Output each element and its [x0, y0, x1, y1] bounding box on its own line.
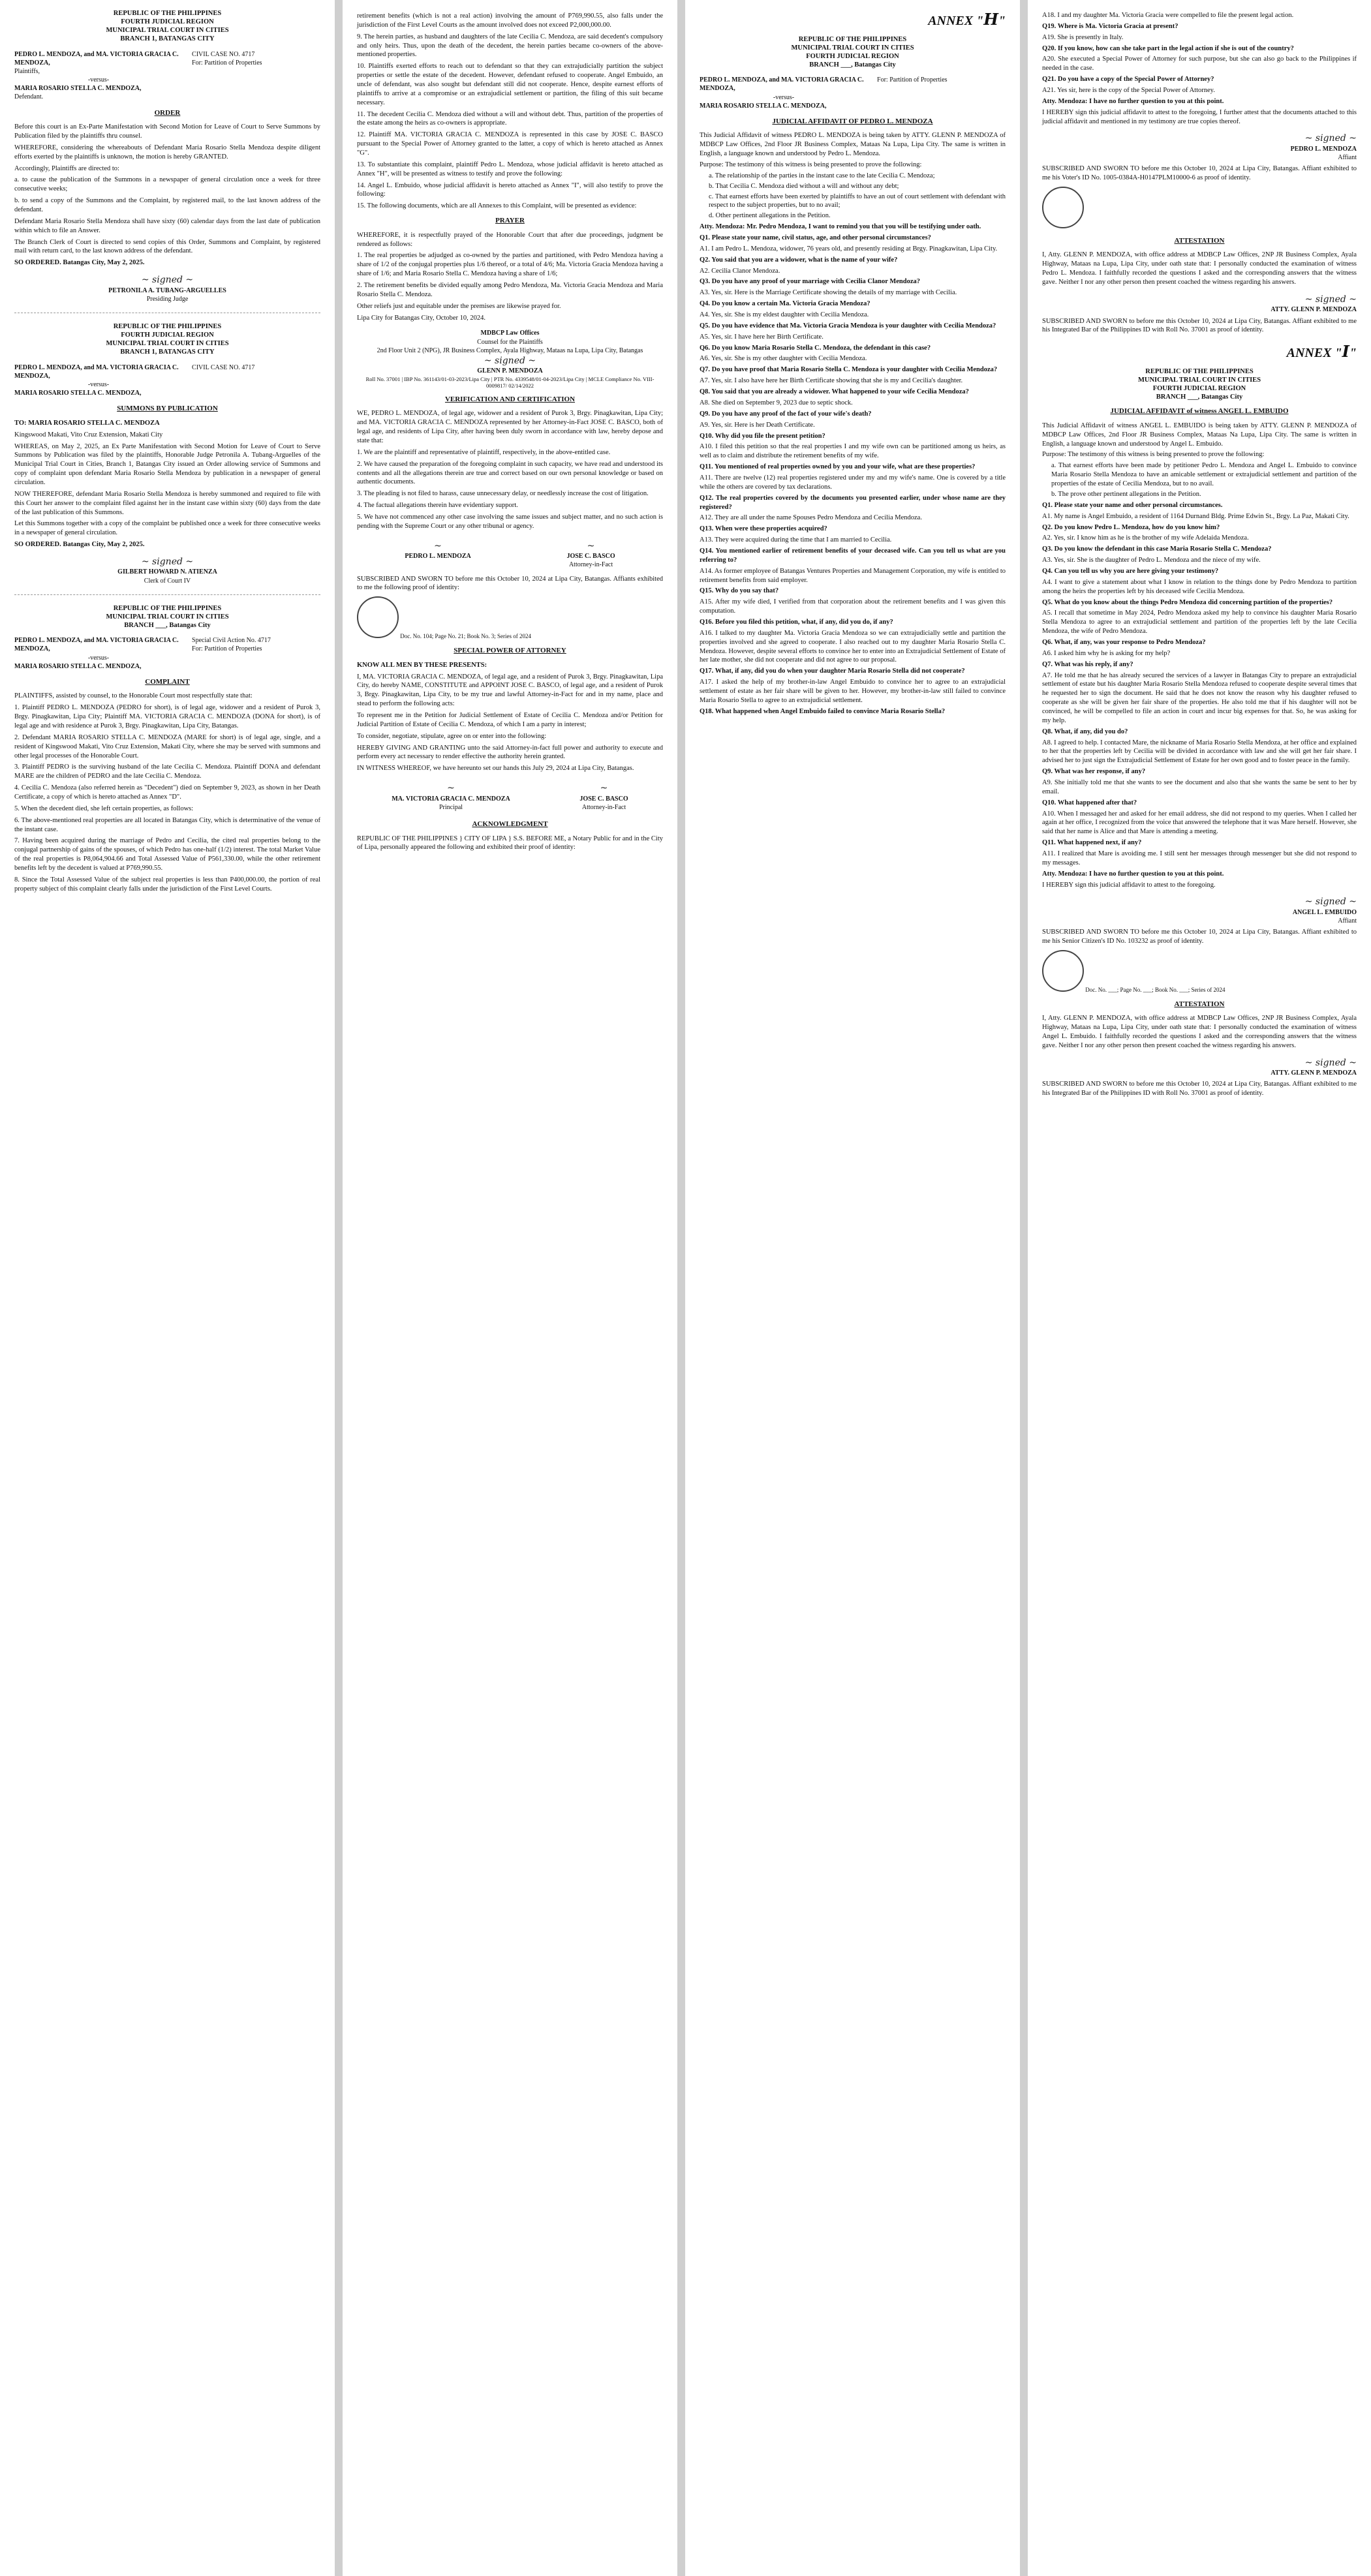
branch-line: BRANCH ___, Batangas City — [1156, 393, 1243, 401]
complaint-para: 15. The following documents, which are all Annexes to this Complaint, will be presented as evidence: — [357, 202, 637, 210]
court-line1: REPUBLIC OF THE PHILIPPINES — [113, 323, 222, 331]
ja-item: a. The relationship of the parties in the instant case to the late Cecilia C. Mendoza; — [709, 172, 935, 179]
complaint-para: 1. Plaintiff PEDRO L. MENDOZA (PEDRO for short), is of legal age, widower and a resident of Purok 3, Brgy. Pinagkawitan, Lipa City; Plaintiff MA. VICTORIA GRACIA C. MENDOZA (DONA for short), is of legal age and with residence at Purok 3, Brgy. Pinagkawitan, Lipa City, Batangas. — [14, 704, 320, 730]
answer: A2. Yes, sir. I know him as he is the brother of my wife Adelaida Mendoza. — [1042, 534, 1249, 542]
ja-para: Purpose: The testimony of this witness is being presented to prove the following: — [1042, 451, 1265, 459]
prayer-para: 2. The retirement benefits be divided equally among Pedro Mendoza, Ma. Victoria Gracia Mendoza and Maria Rosario Stella C. Mendoza. — [357, 282, 663, 298]
defendant-label: Defendant. — [14, 93, 44, 101]
question: Q18. What happened when Angel Embuido failed to convince Maria Rosario Stella? — [700, 707, 946, 715]
question: Q5. What do you know about the things Pedro Mendoza did concerning partition of the properties? — [1042, 598, 1333, 606]
complaint-para: 7. Having been acquired during the marriage of Pedro and Cecilia, the cited real properties belong to the conjugal partnership of gains of the spouses, of which Pedro has one-half (1/2) interest. The total Market Value of the real properties is P8,064,904.66 and Total Assessed Value of P561,330.00, while the other retirement benefits left by the decedent is valued at P769,990.55. — [14, 837, 320, 872]
ja-para: I HEREBY sign this judicial affidavit to attest to the foregoing. — [1042, 881, 1216, 889]
court-header — [14, 604, 320, 630]
complaint-para: 10. Plaintiffs exerted efforts to reach out to defendant so that they can extrajudicially partition the subject properties or settle the estate of the decedent. However, defendant refused to cooperate. Angel Embuido, an uncle of defendant, was also sought but defendant still did not cooperate. Hence, despite earnest efforts of plaintiffs to arrive at a compromise or an extrajudicial settlement or partition, the filing of this suit became necessary. — [357, 63, 663, 106]
spa-para: I, MA. VICTORIA GRACIA C. MENDOZA, of legal age, and a resident of Purok 3, Brgy. Pinagkawitan, Lipa City, do hereby NAME, CONSTITUTE and APPOINT JOSE C. BASCO, of legal age, and a resident of Purok 3, Brgy. Pinagkawitan, Lipa City, to be my true and lawful Attorney-in-Fact for and in my name, place and stead to perform the following acts: — [357, 673, 663, 708]
verification-para: 5. We have not commenced any other case involving the same issues and subject matter, and no such action is pending with the Supreme Court or any other tribunal or agency. — [357, 514, 663, 530]
answer: A11. There are twelve (12) real properties registered under my and my wife's name. One is covered by a title while the others are covered by tax declarations. — [700, 474, 1006, 491]
ja2-body — [1042, 422, 1357, 890]
defendant: MARIA ROSARIO STELLA C. MENDOZA, — [14, 390, 142, 397]
summons-sheet — [14, 322, 320, 595]
answer: A13. They were acquired during the time that I am married to Cecilia. — [700, 536, 892, 544]
notary-block — [1042, 187, 1357, 231]
signatory-name: JOSE C. BASCO — [566, 553, 615, 560]
complaint-para: 12. Plaintiff MA. VICTORIA GRACIA C. MENDOZA is represented in this case by JOSE C. BASCO pursuant to the Special Power of Attorney granted to the latter, a copy of which is hereto attached as Annex "G". — [357, 131, 663, 157]
signature-scribble: ~ — [447, 783, 455, 794]
case-nature: For: Partition of Properties — [877, 76, 947, 84]
question: Q11. You mentioned of real properties owned by you and your wife, what are these properties? — [700, 463, 976, 471]
court-line2: FOURTH JUDICIAL REGION — [121, 331, 214, 339]
doc-number: Doc. No. 104; Page No. 21; Book No. 3; Series of 2024 — [400, 633, 531, 640]
signature-scribble: ~ signed ~ — [141, 275, 194, 286]
signature-scribble: ~ signed ~ — [1304, 897, 1357, 908]
law-firm-role: Counsel for the Plaintiffs — [477, 338, 543, 346]
case-caption — [700, 76, 1006, 110]
affiant-name: PEDRO L. MENDOZA — [1290, 145, 1357, 153]
ja-item: b. That Cecilia C. Mendoza died without a will and without any debt; — [709, 182, 899, 190]
answer: A15. After my wife died, I verified from that corporation about the retirement benefits and I was given this computation. — [700, 598, 1006, 615]
order-sheet — [14, 9, 320, 313]
jurat: SUBSCRIBED AND SWORN TO before me this October 10, 2024 at Lipa City, Batangas. Affiants exhibited to me the following proof of identity: — [357, 575, 663, 592]
answer: A21. Yes sir, here is the copy of the Special Power of Attorney. — [1042, 87, 1215, 95]
signatory-title: Principal — [439, 803, 463, 811]
question: Q13. When were these properties acquired? — [700, 525, 827, 533]
annex-letter: I — [1342, 342, 1349, 361]
answer: A16. I talked to my daughter Ma. Victoria Gracia Mendoza so we can extrajudicially settle and partition the properties involved and she agreed to cooperate. I also reached out to my daughter Maria Rosario Stella C. Mendoza. However, despite several efforts to convince her to enter into an Extrajudicial Settlement of Estate of her late mother, she did not cooperate and did not agree to our proposal. — [700, 629, 1006, 664]
so-ordered: SO ORDERED. Batangas City, May 2, 2025. — [14, 541, 145, 549]
answer: A8. I agreed to help. I contacted Mare, the nickname of Maria Rosario Stella Mendoza, at her office and explained to her that the properties left by Cecilia will be divided in accordance with law and she will get her fair share. I advised her to just sign the Extrajudicial Settlement of Estate for her own good and to foster peace in the family. — [1042, 739, 1357, 765]
answer: A4. Yes, sir. She is my eldest daughter with Cecilia Mendoza. — [700, 311, 869, 319]
plaintiffs-label: Plaintiffs, — [14, 67, 40, 75]
question: Q10. Why did you file the present petition? — [700, 432, 825, 440]
plaintiffs: PEDRO L. MENDOZA, and MA. VICTORIA GRACIA C. MENDOZA, — [14, 363, 179, 380]
spa-para: To consider, negotiate, stipulate, agree on or enter into the following: — [357, 732, 547, 740]
answer: A9. She initially told me that she wants to see the document and also that she wants the same be sent to her by email. — [1042, 778, 1357, 795]
ja-para: This Judicial Affidavit of witness PEDRO L. MENDOZA is being taken by ATTY. GLENN P. MENDOZA of MDBCP Law Offices, 2nd Floor JR Business Complex, Mataas Na Lupa, Lipa City. The same is written in English, a language known and understood by Pedro L. Mendoza. — [700, 132, 1006, 158]
complaint-para: 3. Plaintiff PEDRO is the surviving husband of the late Cecilia C. Mendoza. Plaintiff DONA and defendant MARE are the children of PEDRO and the late Cecilia C. Mendoza. — [14, 763, 320, 780]
case-caption — [14, 363, 320, 398]
signature-scribble: ~ signed ~ — [1304, 1057, 1357, 1068]
plaintiffs: PEDRO L. MENDOZA, and MA. VICTORIA GRACIA C. MENDOZA, — [700, 76, 864, 93]
spa-signatures — [357, 776, 663, 814]
annex-text: ANNEX " — [928, 14, 984, 28]
complaint-para: PLAINTIFFS, assisted by counsel, to the Honorable Court most respectfully state that: — [14, 692, 253, 700]
complaint-para: 11. The decedent Cecilia C. Mendoza died without a will and without debt. Thus, partition of the properties of the estate among the heirs as co-owners is appropriate. — [357, 110, 663, 127]
page-column-1 — [0, 0, 335, 2576]
prayer-para: 1. The real properties be adjudged as co-owned by the parties and partitioned, with Pedro Mendoza having a share of 1/2 of the conjugal properties plus 1/6 thereof, or a total of 4/6; Ma. Victoria Gracia Mendoza having a share of 1/6; and Maria Rosario Stella C. Mendoza having a share of 1/6; — [357, 252, 663, 278]
answer: A4. I want to give a statement about what I know in relation to the things done by Pedro Mendoza to partition among the heirs the properties left by his deceased wife Cecilia Mendoza. — [1042, 578, 1357, 595]
court-header — [1042, 367, 1357, 402]
signatory-name: JOSE C. BASCO — [579, 795, 628, 803]
ja-para: Atty. Mendoza: I have no further question to you at this point. — [1042, 97, 1224, 105]
complaint-sheet — [14, 604, 320, 894]
complaint-para: retirement benefits (which is not a real action) involving the amount of P769,990.55, also falls under the jurisdiction of the First Level Courts as the amount involved does not exceed P2,000,000.00. — [357, 12, 663, 29]
question: Q12. The real properties covered by the documents you presented earlier, under whose name are they registered? — [700, 494, 1006, 511]
ja-title: JUDICIAL AFFIDAVIT OF PEDRO L. MENDOZA — [772, 117, 933, 125]
judge-signature — [14, 274, 320, 303]
ja-title: JUDICIAL AFFIDAVIT of witness ANGEL L. EMBUIDO — [1110, 407, 1289, 416]
question: Q5. Do you have evidence that Ma. Victoria Gracia Mendoza is your daughter with Cecilia Mendoza? — [700, 322, 996, 330]
summons-para: NOW THEREFORE, defendant Maria Rosario Stella Mendoza is hereby summoned and required to file with this Court her answer to the complaint filed against her in the instant case within sixty (60) days from the date of the last publication of this Summons. — [14, 490, 320, 516]
question: Q8. What, if any, did you do? — [1042, 728, 1128, 735]
prayer-title: PRAYER — [495, 217, 525, 225]
signature-scribble: ~ signed ~ — [484, 356, 536, 366]
case-nature: For: Partition of Properties — [192, 645, 262, 653]
ack-para: REPUBLIC OF THE PHILIPPINES } CITY OF LIPA } S.S. BEFORE ME, a Notary Public for and in the City of Lipa, personally appeared the following and exhibited their proof of identity: — [357, 835, 663, 851]
question: Q20. If you know, how can she take part in the legal action if she is out of the country? — [1042, 44, 1294, 52]
question: Q6. Do you know Maria Rosario Stella C. Mendoza, the defendant in this case? — [700, 344, 931, 352]
answer: A9. Yes, sir. Here is her Death Certificate. — [700, 421, 815, 429]
question: Q8. You said that you are already a widower. What happened to your wife Cecilia Mendoza? — [700, 388, 969, 396]
complaint-para: 5. When the decedent died, she left certain properties, as follows: — [14, 805, 194, 812]
answer: A5. Yes, sir. I have here her Birth Certificate. — [700, 333, 824, 341]
signature-scribble: ~ — [434, 540, 442, 551]
question: Q7. Do you have proof that Maria Rosario Stella C. Mendoza is your daughter with Cecilia Mendoza? — [700, 366, 998, 374]
page-column-3 — [685, 0, 1020, 2576]
affiant-signature — [1042, 896, 1357, 925]
law-firm: MDBCP Law Offices — [480, 330, 540, 337]
question: Q17. What, if any, did you do when your daughter Maria Rosario Stella did not cooperate? — [700, 667, 965, 675]
notary-seal-icon — [357, 596, 399, 638]
ja-item: a. That earnest efforts have been made by petitioner Pedro L. Mendoza and Angel L. Embuido to convince Maria Rosario Stella Mendoza to have an amicable settlement or extrajudicial settlement and partition of the properties of the estate of Cecilia Mendoza, but to no avail. — [1051, 462, 1357, 488]
question: Q2. You said that you are a widower, what is the name of your wife? — [700, 256, 898, 264]
case-caption — [14, 636, 320, 671]
defendant: MARIA ROSARIO STELLA C. MENDOZA, — [14, 85, 142, 93]
ja-item: b. The prove other pertinent allegations in the Petition. — [1051, 490, 1201, 498]
court-line1: REPUBLIC OF THE PHILIPPINES — [113, 10, 222, 17]
signatory-name: PEDRO L. MENDOZA — [405, 553, 471, 560]
notary-block — [1042, 950, 1357, 994]
answer: A20. She executed a Special Power of Attorney for such purpose, but she can also go back to the Philippines if needed in the case. — [1042, 55, 1357, 72]
plaintiffs: PEDRO L. MENDOZA, and MA. VICTORIA GRACIA C. MENDOZA, — [14, 637, 179, 653]
attorney-name: ATTY. GLENN P. MENDOZA — [1271, 306, 1357, 314]
answer: A3. Yes, sir. She is the daughter of Pedro L. Mendoza and the niece of my wife. — [1042, 557, 1261, 564]
complaint-para: 4. Cecilia C. Mendoza (also referred herein as "Decedent") died on September 9, 2023, as shown in her Death Certificate, a copy of which is hereto attached as Annex "D". — [14, 784, 320, 801]
order-para: b. to send a copy of the Summons and the Complaint, by registered mail, to the last known address of the defendant. — [14, 197, 320, 214]
question: Q15. Why do you say that? — [700, 587, 779, 595]
case-number: CIVIL CASE NO. 4717 — [192, 363, 255, 371]
answer: A1. I am Pedro L. Mendoza, widower, 76 years old, and presently residing at Brgy. Pinagkawitan, Lipa City. — [700, 245, 998, 253]
answer: A8. She died on September 9, 2023 due to septic shock. — [700, 399, 853, 406]
spa-para: To represent me in the Petition for Judicial Settlement of Estate of Cecilia C. Mendoza and/or Petition for Judicial Partition of Estate of Cecilia C. Mendoza, of which I am a party in interest; — [357, 711, 663, 728]
summons-to: TO: MARIA ROSARIO STELLA C. MENDOZA — [14, 419, 160, 427]
attorney-signature — [1042, 294, 1357, 314]
clerk-name: GILBERT HOWARD N. ATIENZA — [117, 568, 217, 576]
attestation-title: ATTESTATION — [1174, 1000, 1225, 1008]
clerk-signature — [14, 556, 320, 585]
summons-address: Kingswood Makati, Vito Cruz Extension, Makati City — [14, 431, 163, 438]
case-nature: For: Partition of Properties — [192, 59, 262, 67]
verification-para: 3. The pleading is not filed to harass, cause unnecessary delay, or needlessly increase the cost of litigation. — [357, 490, 649, 498]
spa-para: KNOW ALL MEN BY THESE PRESENTS: — [357, 661, 487, 669]
ja-body-continued — [1042, 11, 1357, 126]
court-line3: MUNICIPAL TRIAL COURT IN CITIES — [106, 27, 229, 35]
attestation-para: I, Atty. GLENN P. MENDOZA, with office address at MDBCP Law Offices, 2NP JR Business Complex, Ayala Highway, Mataas na Lupa, Lipa City, under oath state that: I personally conducted the examination of witness Angel L. Embuido. I faithfully recorded the questions I asked and the corresponding answers that the witness gave. Neither I nor any other person then present coached the witness regarding his answers. — [1042, 1015, 1357, 1049]
spa-title: SPECIAL POWER OF ATTORNEY — [454, 647, 566, 655]
question: Q9. What was her response, if any? — [1042, 768, 1146, 776]
court-header — [14, 322, 320, 357]
attorney-info: Roll No. 37001 | IBP No. 361143/01-03-2023/Lipa City | PTR No. 4339548/01-04-2023/Lipa City | MCLE Compliance No. VIII-0009817/ 02/14/2022 — [365, 375, 655, 390]
question: Q7. What was his reply, if any? — [1042, 660, 1133, 668]
jurat: SUBSCRIBED AND SWORN to before me this October 10, 2024 at Lipa City, Batangas. Affiant exhibited to me his Integrated Bar of the Philippines ID with Roll No. 37001 as proof of identity. — [1042, 1081, 1357, 1097]
spa-para: HEREBY GIVING AND GRANTING unto the said Attorney-in-fact full power and authority to execute and perform every act necessary to render effective the authority herein granted. — [357, 744, 663, 761]
summons-para: Let this Summons together with a copy of the complaint be published once a week for three consecutive weeks in a newspaper of general circulation. — [14, 520, 320, 537]
question: Q14. You mentioned earlier of retirement benefits of your deceased wife. Can you tell us what are you referring to? — [700, 547, 1006, 564]
question: Q19. Where is Ma. Victoria Gracia at present? — [1042, 22, 1178, 30]
attorney-signature — [1042, 1057, 1357, 1078]
court-header — [14, 9, 320, 44]
court-line1: REPUBLIC OF THE PHILIPPINES — [113, 604, 222, 612]
answer: A1. My name is Angel Embuido, a resident of 1164 Durnand Bldg. Prime Edwin St., Brgy. La Paz, Makati City. — [1042, 512, 1349, 520]
affiant-label: Affiant — [1338, 154, 1357, 162]
complaint-para: 14. Angel L. Embuido, whose judicial affidavit is hereto attached as Annex "I", will also testify to prove the following: — [357, 181, 663, 198]
answer: A7. Yes, sir. I also have here her Birth Certificate showing that she is my and Cecilia's daughter. — [700, 377, 963, 385]
annex-letter: H — [983, 10, 998, 29]
jurat: SUBSCRIBED AND SWORN TO before me this October 10, 2024 at Lipa City, Batangas. Affiant exhibited to me his Senior Citizen's ID No. 103232 as proof of identity. — [1042, 928, 1357, 945]
verification-signatures — [357, 534, 663, 572]
order-title: ORDER — [154, 108, 181, 117]
versus: -versus- — [87, 654, 110, 662]
judge-name: PETRONILA A. TUBANG-ARGUELLES — [108, 286, 226, 294]
question: Q4. Do you know a certain Ma. Victoria Gracia Mendoza? — [700, 300, 870, 308]
question: Q4. Can you tell us why you are here giving your testimony? — [1042, 567, 1219, 575]
order-para: Accordingly, Plaintiffs are directed to: — [14, 164, 119, 172]
affiant-name: ANGEL L. EMBUIDO — [1292, 908, 1357, 916]
jurat: SUBSCRIBED AND SWORN TO before me this October 10, 2024 at Lipa City, Batangas. Affiant exhibited to me his Voter's ID No. 1005-0384A-H0147PLM10000-6 as proof of identity. — [1042, 165, 1357, 182]
summons-para: WHEREAS, on May 2, 2025, an Ex Parte Manifestation with Second Motion for Leave of Court to Serve Summons by Publication was filed by the plaintiffs, Honorable Judge Petronila A. Tubang-Arguelles of the Municipal Trial Court in Cities, Branch 1, Batangas City issued an Order allowing service of Summons and copy of complaint upon defendant Maria Rosario Stella Mendoza by publication in a newspaper of general circulation. — [14, 442, 320, 486]
clerk-title: Clerk of Court IV — [144, 577, 191, 585]
signature-scribble: ~ signed ~ — [1304, 133, 1357, 144]
verification-para: 4. The factual allegations therein have evidentiary support. — [357, 502, 518, 510]
answer: A14. As former employee of Batangas Ventures Properties and Management Corporation, my wife is entitled to retirement benefits from said employer. — [700, 567, 1006, 584]
answer: A10. I filed this petition so that the real properties I and my wife own can be partitioned among us heirs, as well as to claim and distribute the retirement benefits of my wife. — [700, 443, 1006, 460]
ja-para: I HEREBY sign this judicial affidavit to attest to the foregoing, I further attest that the documents attached to this judicial affidavit and mentioned in my testimony are true copies thereof. — [1042, 108, 1357, 125]
summons-title: SUMMONS BY PUBLICATION — [117, 405, 218, 413]
attorney-name: ATTY. GLENN P. MENDOZA — [1271, 1069, 1357, 1077]
question: Q3. Do you have any proof of your marriage with Cecilia Clanor Mendoza? — [700, 278, 921, 286]
versus: -versus- — [87, 76, 110, 84]
law-firm-address: 2nd Floor Unit 2 (NPG), JR Business Complex, Ayala Highway, Mataas na Lupa, Lipa City, Batangas — [377, 346, 643, 354]
question: Q9. Do you have any proof of the fact of your wife's death? — [700, 410, 872, 418]
verification-para: WE, PEDRO L. MENDOZA, of legal age, widower and a resident of Purok 3, Brgy. Pinagkawitan, Lipa City; and MA. VICTORIA GRACIA C. MENDOZA represented by her Attorney-in-Fact JOSE C. BASCO, both of legal age, and residents of Lipa City, after having been duly sworn in accordance with law, hereby depose and state that: — [357, 410, 663, 444]
special-civil-action: Special Civil Action No. 4717 — [192, 637, 271, 645]
answer: A19. She is presently in Italy. — [1042, 33, 1124, 41]
ja-para: Purpose: The testimony of this witness is being presented to prove the following: — [700, 161, 922, 169]
ja-item: c. That earnest efforts have been exerted by plaintiffs to have an out of court settlement with defendant with respect to the subject properties, but to no avail; — [709, 192, 1006, 209]
verification-para: 1. We are the plaintiff and representative of plaintiff, respectively, in the above-entitled case. — [357, 448, 611, 456]
ack-title: ACKNOWLEDGMENT — [472, 820, 548, 828]
answer: A3. Yes, sir. Here is the Marriage Certificate showing the details of my marriage with Cecilia. — [700, 289, 957, 297]
notary-seal-icon — [1042, 187, 1084, 228]
complaint-para: 8. Since the Total Assessed Value of the subject real properties is less than P400,000.00, the portion of real property subject of this complaint clearly falls under the jurisdiction of the First Level Courts. — [14, 876, 320, 893]
signature-scribble: ~ — [587, 540, 595, 551]
notary-block — [357, 596, 663, 641]
case-caption — [14, 50, 320, 102]
order-para: The Branch Clerk of Court is directed to send copies of this Order, Summons and Complaint, by registered mail with return card, to the last known address of the defendant. — [14, 238, 320, 255]
answer: A18. I and my daughter Ma. Victoria Gracia were compelled to file the present legal action. — [1042, 12, 1294, 19]
answer: A12. They are all under the name Spouses Pedro Mendoza and Cecilia Mendoza. — [700, 514, 922, 522]
answer: A7. He told me that he has already secured the services of a lawyer in Batangas City to prepare an extrajudicial settlement of estate but his daughter Maria Rosario Stella Mendoza refused to cooperate despite several times that he requested her to sign the document. He said that he does not know the reason why his daughter refused to cooperate as she will be given her fair share of the properties. He also told me that if his daughter will not be convinced, he will be compelled to file an action in court and incur big expenses for that. So, he was asking for my help. — [1042, 671, 1357, 724]
case-number: CIVIL CASE NO. 4717 — [192, 50, 255, 58]
ja-body — [700, 131, 1006, 716]
signature-scribble: ~ signed ~ — [1304, 294, 1357, 305]
complaint-title: COMPLAINT — [145, 677, 190, 686]
plaintiffs: PEDRO L. MENDOZA, and MA. VICTORIA GRACIA C. MENDOZA, — [14, 50, 179, 67]
court-line2: FOURTH JUDICIAL REGION — [1152, 385, 1246, 393]
doc-number: Doc. No. ___; Page No. ___; Book No. ___; Series of 2024 — [1085, 987, 1225, 993]
order-para: a. to cause the publication of the Summons in a newspaper of general circulation once a week for three consecutive weeks; — [14, 176, 320, 193]
signatory-title: Attorney-in-Fact — [581, 803, 626, 811]
court-header — [700, 35, 1006, 70]
answer: A5. I recall that sometime in May 2024, Pedro Mendoza asked my help to convince his daughter Maria Rosario Stella Mendoza to agree to an extrajudicial settlement and partition of the properties left by the late Cecilia Mendoza, the wife of Pedro Mendoza. — [1042, 609, 1357, 636]
verification-para: 2. We have caused the preparation of the foregoing complaint in such capacity, we have read and understood its contents and all the allegations therein are true and correct based on our own personal knowledge or based on authentic documents. — [357, 460, 663, 486]
order-para: Defendant Maria Rosario Stella Mendoza shall have sixty (60) calendar days from the last date of publication within which to file an Answer. — [14, 217, 320, 234]
prayer-para: Other reliefs just and equitable under the premises are likewise prayed for. — [357, 302, 561, 310]
prayer-para: WHEREFORE, it is respectfully prayed of the Honorable Court that after due proceedings, judgment be rendered as follows: — [357, 231, 663, 248]
judge-title: Presiding Judge — [146, 295, 189, 303]
notary-seal-icon — [1042, 950, 1084, 992]
court-line3: MUNICIPAL TRIAL COURT IN CITIES — [791, 44, 914, 52]
branch-line: BRANCH ___, Batangas City — [809, 61, 896, 69]
court-line4: BRANCH 1, BATANGAS CITY — [120, 35, 215, 43]
court-line1: REPUBLIC OF THE PHILIPPINES — [1145, 367, 1254, 375]
filing-date: Lipa City for Batangas City, October 10, 2024. — [357, 314, 486, 322]
counsel-block — [357, 329, 663, 389]
complaint-para: 6. The above-mentioned real properties are all located in Batangas City, which is determinative of the venue of the instant case. — [14, 816, 320, 833]
signatory-name: MA. VICTORIA GRACIA C. MENDOZA — [392, 795, 510, 803]
so-ordered: SO ORDERED. Batangas City, May 2, 2025. — [14, 259, 145, 267]
court-line3: MUNICIPAL TRIAL COURT IN CITIES — [106, 613, 229, 621]
court-line2: FOURTH JUDICIAL REGION — [121, 18, 214, 26]
question: Q6. What, if any, was your response to Pedro Mendoza? — [1042, 638, 1206, 646]
answer: A17. I asked the help of my brother-in-law Angel Embuido to convince her to agree to an extrajudicial settlement of estate as her fair share will be given to her. However, my brother-in-law still failed to convince Maria Rosario Stella to agree to an extrajudicial settlement. — [700, 679, 1006, 704]
versus: -versus- — [87, 380, 110, 388]
jurat: SUBSCRIBED AND SWORN to before me this October 10, 2024 at Lipa City, Batangas. Affiant exhibited to me his Integrated Bar of the Philippines ID with Roll No. 37001 as proof of identity. — [1042, 317, 1357, 334]
complaint-para: 2. Defendant MARIA ROSARIO STELLA C. MENDOZA (MARE for short) is of legal age, single, and a resident of Kingswood Makati, Vito Cruz Extension, Makati City, where she may be served with summons and other legal processes of the Honorable Court. — [14, 733, 320, 759]
annex-label: ANNEX "H" — [928, 10, 1006, 29]
annex-label: ANNEX "I" — [1286, 342, 1357, 361]
question: Q2. Do you know Pedro L. Mendoza, how do you know him? — [1042, 523, 1220, 531]
answer: A11. I realized that Mare is avoiding me. I still sent her messages through messenger but she did not respond to my messages. — [1042, 850, 1357, 866]
question: Q21. Do you have a copy of the Special Power of Attorney? — [1042, 76, 1214, 84]
complaint-para: 13. To substantiate this complaint, plaintiff Pedro L. Mendoza, whose judicial affidavit is hereto attached as Annex "H", will be presented as witness to testify and prove the following: — [357, 161, 663, 177]
signature-scribble: ~ signed ~ — [141, 556, 194, 567]
answer: A2. Cecilia Clanor Mendoza. — [700, 267, 780, 275]
ja-para: Atty. Mendoza: I have no further question to you at this point. — [1042, 870, 1224, 878]
signatory-title: Attorney-in-Fact — [568, 561, 613, 569]
question: Q3. Do you know the defendant in this case Maria Rosario Stella C. Mendoza? — [1042, 545, 1272, 553]
page-column-4 — [1028, 0, 1371, 2576]
annex-text: ANNEX " — [1286, 346, 1342, 361]
attestation-para: I, Atty. GLENN P. MENDOZA, with office address at MDBCP Law Offices, 2NP JR Business Complex, Ayala Highway, Mataas na Lupa, Lipa City, under oath state that: I personally conducted the examination of witness Pedro L. Mendoza. I faithfully recorded the questions I asked and the corresponding answers that the witness gave. Neither I nor any other person then present coached the witness regarding his answers. — [1042, 251, 1357, 286]
answer: A6. I asked him why he is asking for my help? — [1042, 649, 1171, 657]
attorney-name: GLENN P. MENDOZA — [477, 367, 543, 375]
affiant-label: Affiant — [1338, 917, 1357, 925]
defendant: MARIA ROSARIO STELLA C. MENDOZA, — [14, 662, 142, 670]
versus: -versus- — [773, 93, 795, 101]
branch-line: BRANCH ___, Batangas City — [124, 622, 211, 630]
question: Q1. Please state your name and other personal circumstances. — [1042, 501, 1223, 509]
ja-para: This Judicial Affidavit of witness ANGEL L. EMBUIDO is being taken by ATTY. GLENN P. MENDOZA of MDBCP Law Offices, 2nd Floor JR Business Complex, Mataas Na Lupa, Lipa City. The same is written in English, a language known and understood by Angel L. Embuido. — [1042, 422, 1357, 448]
question: Q1. Please state your name, civil status, age, and other personal circumstances? — [700, 234, 931, 242]
complaint-para: 9. The herein parties, as husband and daughters of the late Cecilia C. Mendoza, are said decedent's compulsory and only heirs. Thus, upon the death of the decedent, the herein parties became co-owners of the above-mentioned properties. — [357, 33, 663, 59]
court-line1: REPUBLIC OF THE PHILIPPINES — [798, 35, 907, 43]
signature-scribble: ~ — [600, 783, 608, 794]
court-line3: MUNICIPAL TRIAL COURT IN CITIES — [1137, 376, 1261, 384]
court-line4: BRANCH 1, BATANGAS CITY — [120, 348, 215, 356]
verification-title: VERIFICATION AND CERTIFICATION — [444, 395, 576, 403]
ja-item: d. Other pertinent allegations in the Petition. — [709, 212, 831, 220]
answer: A6. Yes, sir. She is my other daughter with Cecilia Mendoza. — [700, 355, 867, 363]
court-line3: MUNICIPAL TRIAL COURT IN CITIES — [106, 340, 229, 348]
question: Q16. Before you filed this petition, what, if any, did you do, if any? — [700, 618, 893, 626]
affiant-signature — [1042, 132, 1357, 162]
court-line2: FOURTH JUDICIAL REGION — [806, 52, 899, 60]
attestation-title: ATTESTATION — [1174, 236, 1225, 245]
question: Q10. What happened after that? — [1042, 799, 1137, 806]
spa-para: IN WITNESS WHEREOF, we have hereunto set our hands this July 29, 2024 at Lipa City, Batangas. — [357, 765, 634, 773]
order-para: Before this court is an Ex-Parte Manifestation with Second Motion for Leave of Court to Serve Summons by Publication filed by the plaintiffs thru counsel. — [14, 123, 320, 140]
ja-para: Atty. Mendoza: Mr. Pedro Mendoza, I want to remind you that you will be testifying under oath. — [700, 223, 981, 231]
defendant: MARIA ROSARIO STELLA C. MENDOZA, — [700, 102, 827, 110]
page-column-2 — [343, 0, 677, 2576]
answer: A10. When I messaged her and asked for her email address, she did not respond to my queries. When I called her again at her office, I recognized from the voice that answered the telephone that it was Mare herself. However, she said that her name is Alice and that Mare is attending a meeting. — [1042, 810, 1357, 836]
question: Q11. What happened next, if any? — [1042, 839, 1142, 847]
order-para: WHEREFORE, considering the whereabouts of Defendant Maria Rosario Stella Mendoza despite diligent efforts exerted by the plaintiffs is unknown, the motion is hereby GRANTED. — [14, 144, 320, 161]
